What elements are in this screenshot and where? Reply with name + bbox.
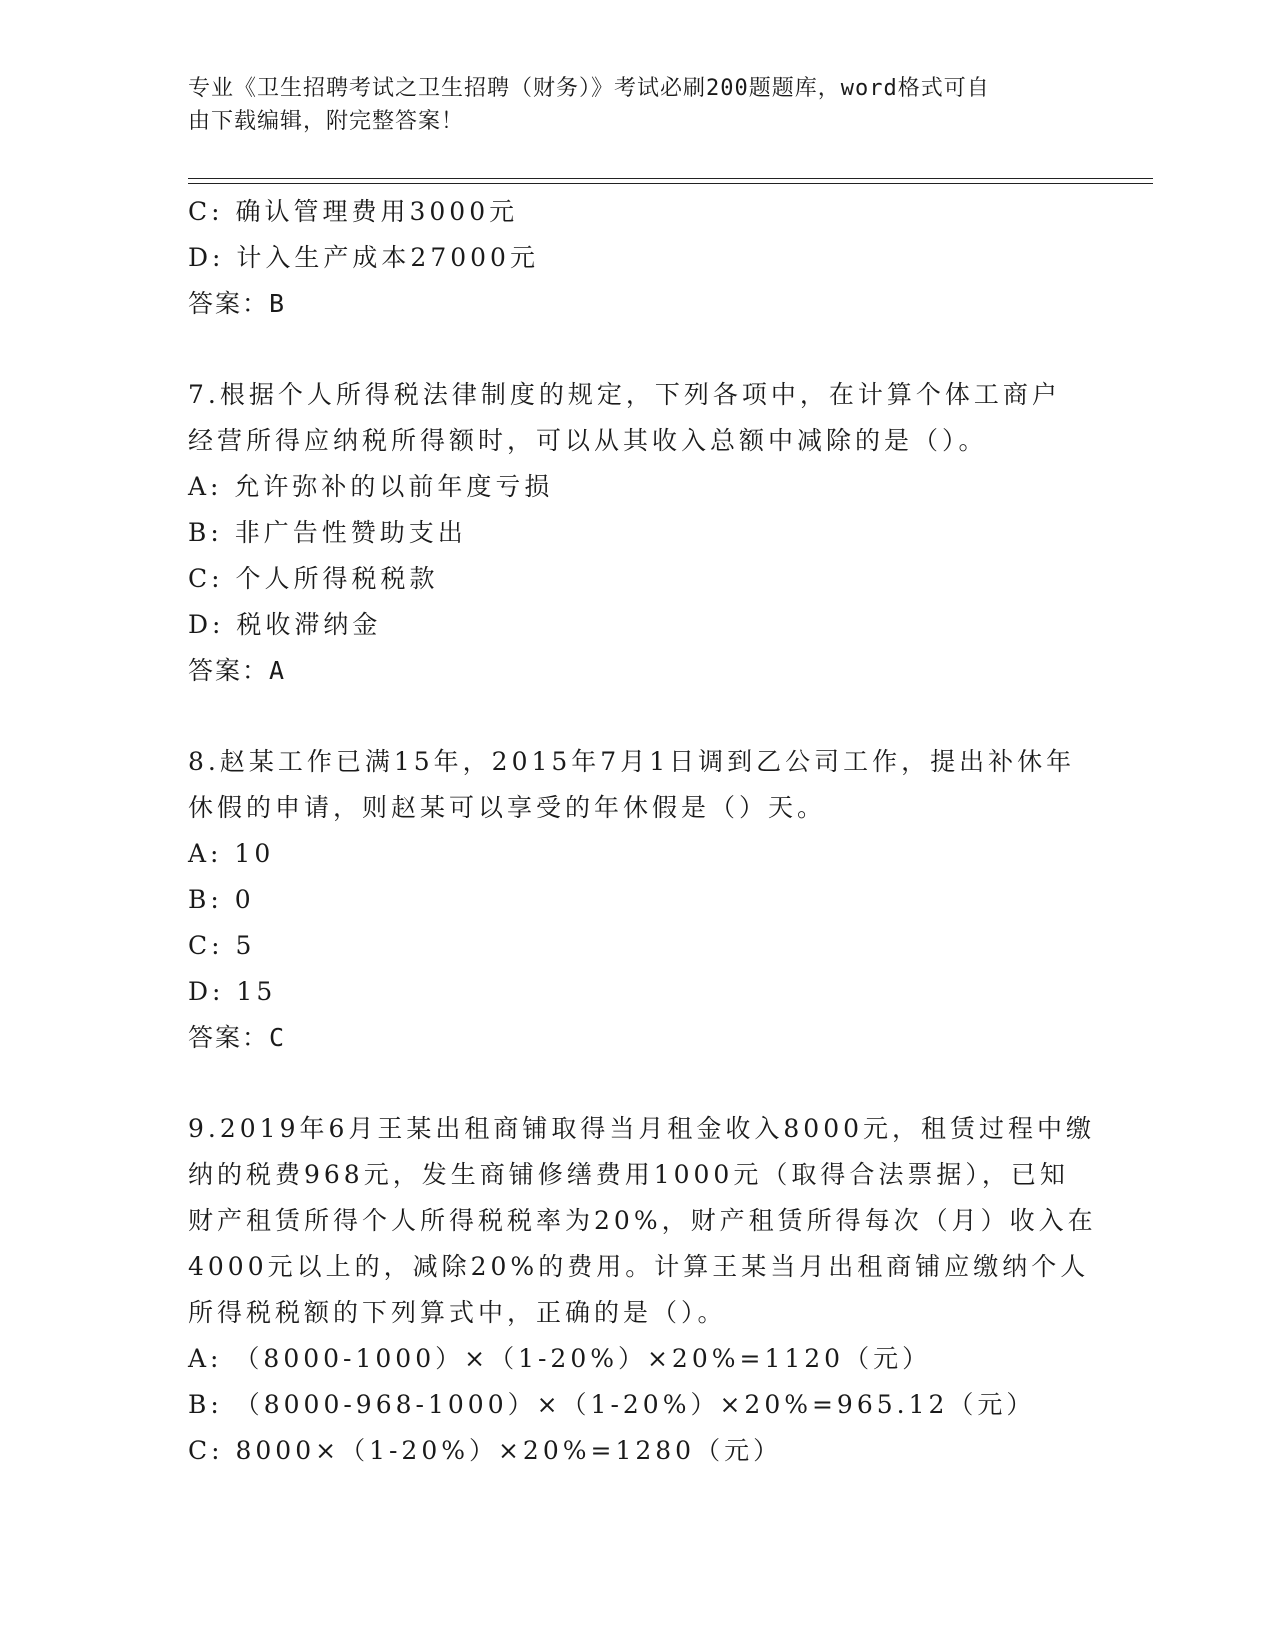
question-spacer bbox=[188, 1061, 1088, 1106]
question-spacer bbox=[188, 694, 1088, 739]
option-d: D: 计入生产成本27000元 bbox=[188, 243, 539, 272]
question-9 bbox=[188, 1106, 1097, 1474]
option-b: B: 非广告性赞助支出 bbox=[188, 518, 467, 547]
answer-line bbox=[188, 648, 1088, 694]
question-stem-line: 纳的税费968元，发生商铺修缮费用1000元（取得合法票据），已知 bbox=[188, 1160, 1069, 1189]
question-spacer bbox=[188, 327, 1088, 372]
option-c: C: 8000×（1-20%）×20%=1280（元） bbox=[188, 1436, 783, 1465]
question-stem-line: 休假的申请，则赵某可以享受的年休假是（）天。 bbox=[188, 793, 827, 822]
header-line-1: 专业《卫生招聘考试之卫生招聘（财务）》考试必刷200题题库，word格式可自 bbox=[188, 76, 990, 101]
question-stem-line: 8.赵某工作已满15年，2015年7月1日调到乙公司工作，提出补休年 bbox=[188, 747, 1076, 776]
question-7 bbox=[188, 372, 1088, 694]
answer-line bbox=[188, 281, 1088, 327]
question-stem-line: 财产租赁所得个人所得税税率为20%，财产租赁所得每次（月）收入在 bbox=[188, 1206, 1097, 1235]
question-8 bbox=[188, 739, 1088, 1061]
option-c: C: 个人所得税税款 bbox=[188, 564, 439, 593]
answer-value: B bbox=[269, 289, 287, 318]
option-c: C: 5 bbox=[188, 931, 256, 960]
option-a: A: 允许弥补的以前年度亏损 bbox=[188, 472, 554, 501]
header-line-2: 由下载编辑，附完整答案！ bbox=[188, 109, 465, 134]
answer-value: C bbox=[269, 1023, 287, 1052]
question-stem-line: 9.2019年6月王某出租商铺取得当月租金收入8000元，租赁过程中缴 bbox=[188, 1114, 1096, 1143]
answer-label: 答案： bbox=[188, 656, 270, 685]
option-b: B: 0 bbox=[188, 885, 255, 914]
answer-value: A bbox=[269, 656, 287, 685]
document-header bbox=[188, 72, 1068, 138]
answer-line bbox=[188, 1015, 1088, 1061]
question-stem-line: 4000元以上的，减除20%的费用。计算王某当月出租商铺应缴纳个人 bbox=[188, 1252, 1090, 1281]
question-stem-line: 经营所得应纳税所得额时，可以从其收入总额中减除的是（）。 bbox=[188, 426, 988, 455]
prev-question bbox=[188, 189, 1088, 327]
question-stem-line: 7.根据个人所得税法律制度的规定，下列各项中，在计算个体工商户 bbox=[188, 380, 1061, 409]
option-d: D: 15 bbox=[188, 977, 277, 1006]
question-stem-line: 所得税税额的下列算式中，正确的是（）。 bbox=[188, 1298, 727, 1327]
header-divider-top bbox=[188, 178, 1153, 179]
answer-label: 答案： bbox=[188, 1023, 270, 1052]
option-a: A: 10 bbox=[188, 839, 275, 868]
option-a: A: （8000-1000）×（1-20%）×20%=1120（元） bbox=[188, 1344, 932, 1373]
option-b: B: （8000-968-1000）×（1-20%）×20%=965.12（元） bbox=[188, 1390, 1036, 1419]
option-c: C: 确认管理费用3000元 bbox=[188, 197, 519, 226]
header-divider-bottom bbox=[188, 183, 1153, 184]
option-d: D: 税收滞纳金 bbox=[188, 610, 382, 639]
question-list bbox=[188, 189, 1097, 1474]
answer-label: 答案： bbox=[188, 289, 270, 318]
